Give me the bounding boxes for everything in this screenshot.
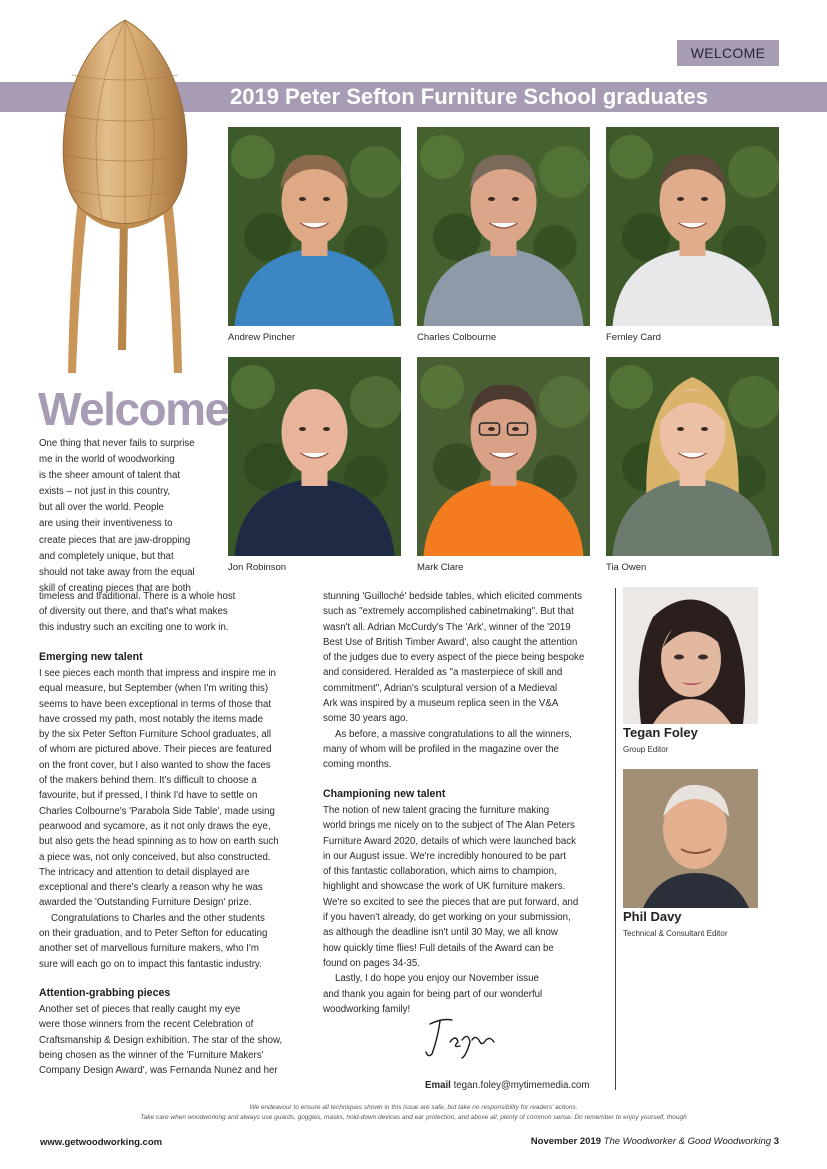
body-line: in our August issue. We're incredibly honoured to be part xyxy=(323,850,566,862)
body-line: and thank you again for being part of our wonderful xyxy=(323,988,543,1000)
graduate-name: Mark Clare xyxy=(417,562,464,573)
body-line: being chosen as the winner of the 'Furniture Makers' xyxy=(39,1049,264,1061)
body-line: Best Use of British Timber Award', also caught the attention xyxy=(323,636,578,648)
emerging-text xyxy=(39,666,279,972)
body-line: favourite, but if pressed, I think I'd have to settle on xyxy=(39,790,258,802)
championing-text xyxy=(323,803,578,1017)
body-line: of whom are pictured above. Their pieces are featured xyxy=(39,744,272,756)
body-line: Ark was inspired by a museum replica seen in the V&A xyxy=(323,698,559,710)
body-line: As before, a massive congratulations to all the winners, xyxy=(335,728,572,740)
section-tag: WELCOME xyxy=(677,40,779,66)
graduate-name: Charles Colbourne xyxy=(417,332,497,343)
footer-magazine: The Woodworker & Good Woodworking xyxy=(603,1136,772,1147)
body-line: exceptional and there's clearly a reason why he was xyxy=(39,882,263,894)
intro-text xyxy=(39,436,195,597)
body-line: I see pieces each month that impress and inspire me in xyxy=(39,668,276,679)
intro-line: should not take away from the equal xyxy=(39,566,195,578)
body-line: Congratulations to Charles and the other students xyxy=(51,912,265,924)
body-line: stunning 'Guilloché' bedside tables, which elicited comments xyxy=(323,591,582,602)
email-address[interactable]: tegan.foley@mytimemedia.com xyxy=(453,1080,590,1091)
intro-line: but all over the world. People xyxy=(39,502,164,514)
heading-championing: Championing new talent xyxy=(323,788,446,800)
col2-text xyxy=(323,589,584,773)
body-line: seems to have been exceptional in terms of those that xyxy=(39,698,272,710)
body-line: of the judges due to every aspect of the piece being bespoke xyxy=(323,652,585,664)
intro-line: is the sheer amount of talent that xyxy=(39,470,181,482)
heading-emerging-talent: Emerging new talent xyxy=(39,651,143,663)
body-line: another set of marvellous furniture makers, who I'm xyxy=(39,943,259,955)
graduate-photo xyxy=(417,357,590,556)
body-line: commitment", Adrian's sculptural version of a Medieval xyxy=(323,682,558,694)
footer-issue: November 2019 xyxy=(530,1136,602,1147)
graduate-photo xyxy=(228,357,401,556)
body-line: on the front cover, but I also wanted to show the faces xyxy=(39,759,271,771)
body-line: We're so excited to see the pieces that are put forward, and xyxy=(323,896,579,908)
body-line: Lastly, I do hope you enjoy our November issue xyxy=(335,973,539,985)
body-line: timeless and traditional. There is a whole host xyxy=(39,591,236,602)
graduate-name: Jon Robinson xyxy=(228,562,287,573)
body-line: on their graduation, and to Peter Sefton for educating xyxy=(39,928,268,940)
graduate-photo xyxy=(606,127,779,326)
editor-role-phil: Technical & Consultant Editor xyxy=(623,929,728,938)
body-line: equal measure, but September (when I'm writing this) xyxy=(39,683,269,695)
body-line: woodworking family! xyxy=(323,1003,411,1015)
body-line: Craftsmanship & Design exhibition. The star of the show, xyxy=(39,1034,283,1046)
body-line: as although the deadline isn't until 30 May, we all know xyxy=(323,927,558,939)
graduate-photo xyxy=(228,127,401,326)
body-line: awarded the 'Outstanding Furniture Design' prize. xyxy=(39,897,252,909)
body-line: highlight and showcase the work of UK furniture makers. xyxy=(323,881,566,893)
column-divider xyxy=(615,588,616,1090)
editor-photo-tegan xyxy=(623,587,758,724)
editor-photo-phil xyxy=(623,769,758,908)
col1-top-text xyxy=(39,589,235,635)
intro-line: One thing that never fails to surprise xyxy=(39,438,195,449)
intro-line: are using their inventiveness to xyxy=(39,518,173,530)
body-line: this industry such an exciting one to work in. xyxy=(39,621,229,633)
body-line: many of whom will be profiled in the magazine over the xyxy=(323,743,559,755)
body-line: how quickly time flies! Full details of the Award can be xyxy=(323,942,554,954)
graduate-name: Andrew Pincher xyxy=(228,332,296,343)
body-line: if you haven't already, do get working on your submission, xyxy=(323,912,571,924)
body-line: world brings me nicely on to the subject of The Alan Peters xyxy=(323,820,575,832)
body-line: wasn't all. Adrian McCurdy's The 'Ark', winner of the '2019 xyxy=(323,621,571,633)
intro-line: me in the world of woodworking xyxy=(39,454,175,466)
banner-title: 2019 Peter Sefton Furniture School graduates xyxy=(230,84,709,109)
egg-cabinet-image xyxy=(50,15,200,380)
body-line: and considered. Heralded as "a masterpiece of skill and xyxy=(323,667,563,679)
body-line: Furniture Award 2020, details of which were launched back xyxy=(323,835,576,847)
body-line: The intricacy and attention to detail displayed are xyxy=(39,866,250,878)
editor-role-tegan: Group Editor xyxy=(623,745,669,754)
attention-text xyxy=(39,1002,282,1078)
email-line xyxy=(425,1080,589,1091)
disclaimer-line-1: We endeavour to ensure all techniques shown in this issue are safe, but take no responsibility for readers' actions. xyxy=(249,1104,578,1111)
intro-line: exists – not just in this country, xyxy=(39,486,171,498)
body-line: coming months. xyxy=(323,759,392,771)
editor-name-tegan: Tegan Foley xyxy=(623,725,698,740)
body-line: of the makers behind them. It's difficult to choose a xyxy=(39,775,257,787)
body-line: found on pages 34-35. xyxy=(323,957,420,969)
body-line: some 30 years ago. xyxy=(323,713,409,725)
body-line: Charles Colbourne's 'Parabola Side Table', made using xyxy=(39,805,275,817)
graduate-photo xyxy=(606,357,779,556)
welcome-heading: Welcome xyxy=(38,383,229,435)
editor-name-phil: Phil Davy xyxy=(623,909,682,924)
body-line: by the six Peter Sefton Furniture School graduates, all xyxy=(39,729,272,741)
body-line: The notion of new talent gracing the furniture making xyxy=(323,805,550,816)
graduate-photo xyxy=(417,127,590,326)
signature xyxy=(422,1012,502,1060)
intro-line: create pieces that are jaw-dropping xyxy=(39,534,191,546)
body-line: Company Design Award', was Fernanda Nunez and her xyxy=(39,1065,278,1077)
intro-line: skill of creating pieces that are both xyxy=(39,582,191,594)
graduate-name: Fernley Card xyxy=(606,332,661,343)
body-line: of this fantastic collaboration, which aims to champion, xyxy=(323,866,557,878)
body-line: but also gets the head spinning as to how on earth such xyxy=(39,836,279,848)
intro-line: and completely unique, but that xyxy=(39,550,174,562)
body-line: pearwood and sycamore, as it not only draws the eye, xyxy=(39,820,271,832)
email-label: Email xyxy=(425,1080,451,1091)
body-line: a piece was, not only conceived, but also constructed. xyxy=(39,851,271,863)
footer-website[interactable]: www.getwoodworking.com xyxy=(40,1137,163,1148)
footer-issue-info xyxy=(531,1136,779,1147)
heading-attention-grabbing: Attention-grabbing pieces xyxy=(39,987,171,999)
disclaimer-line-2: Take care when woodworking and always use guards, goggles, masks, hold-down devices and ear protection, and above all, plenty of common sense. Do remember to enjoy yourself, though xyxy=(140,1114,687,1121)
body-line: of diversity out there, and that's what makes xyxy=(39,606,228,618)
body-line: Another set of pieces that really caught my eye xyxy=(39,1004,241,1015)
body-line: sure will each go on to impact this fantastic industry. xyxy=(39,958,262,970)
body-line: were those winners from the recent Celebration of xyxy=(39,1019,254,1031)
body-line: have crossed my path, most notably the items made xyxy=(39,713,263,725)
graduate-name: Tia Owen xyxy=(606,562,647,573)
footer-page-number: 3 xyxy=(773,1136,779,1147)
body-line: such as "extremely accomplished cabinetmaking". But that xyxy=(323,606,574,618)
